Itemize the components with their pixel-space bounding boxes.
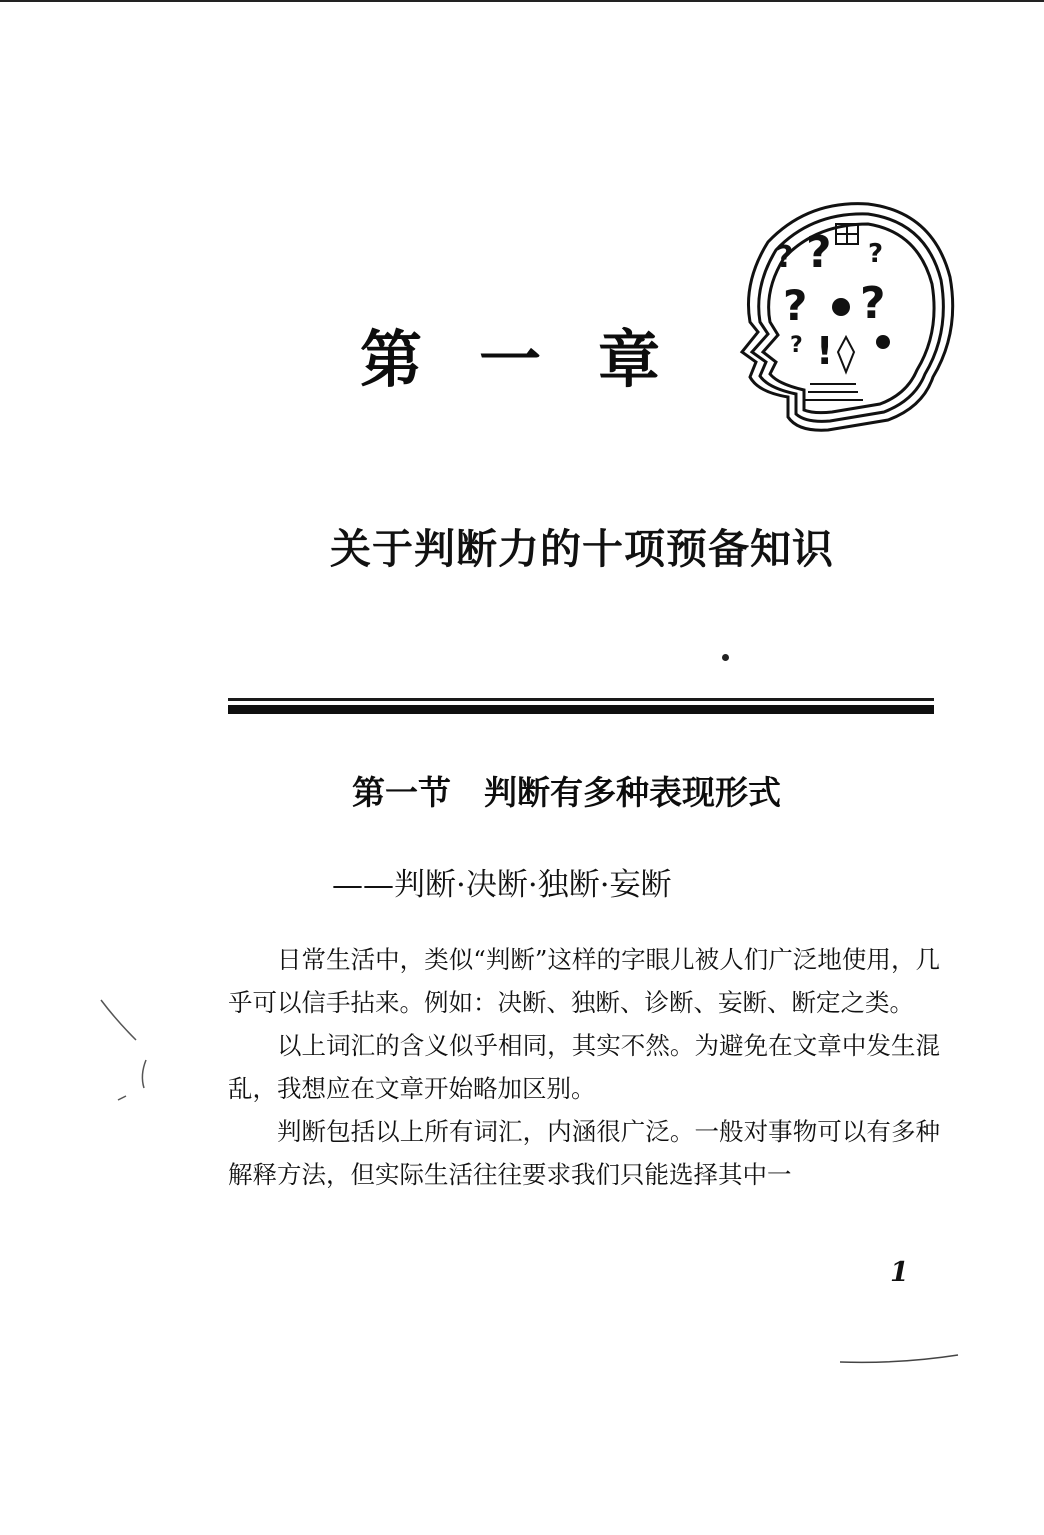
chapter-title-char: 第 bbox=[360, 323, 423, 396]
svg-text:?: ? bbox=[806, 227, 832, 278]
section-subtitle: ——判断·决断·独断·妄断 bbox=[332, 867, 672, 903]
paragraph: 日常生活中，类似“判断”这样的字眼儿被人们广泛地使用，几乎可以信手拈来。例如：决断、独断、诊断、妄断、断定之类。 bbox=[228, 945, 940, 1017]
chapter-subtitle: 关于判断力的十项预备知识 bbox=[330, 525, 834, 573]
page-number: 1 bbox=[890, 1257, 909, 1288]
chapter-title-char: 一 bbox=[478, 323, 541, 396]
top-border-line bbox=[0, 0, 1044, 2]
paragraph: 以上词汇的含义似乎相同，其实不然。为避免在文章中发生混乱，我想应在文章开始略加区别。 bbox=[228, 1031, 940, 1103]
paragraph: 判断包括以上所有词汇，内涵很广泛。一般对事物可以有多种解释方法，但实际生活往往要求我们只能选择其中一 bbox=[228, 1117, 940, 1189]
chapter-title bbox=[360, 325, 660, 395]
body-text bbox=[228, 938, 940, 1196]
svg-text:?: ? bbox=[868, 239, 884, 269]
svg-text:!: ! bbox=[816, 329, 834, 373]
svg-text:?: ? bbox=[790, 333, 803, 358]
svg-text:?: ? bbox=[783, 281, 808, 330]
head-with-question-marks-illustration bbox=[728, 192, 958, 452]
chapter-title-char: 章 bbox=[597, 323, 660, 396]
margin-scan-mark bbox=[96, 990, 156, 1110]
svg-text:?: ? bbox=[860, 278, 886, 329]
svg-text:?: ? bbox=[776, 240, 794, 275]
divider-thick-line bbox=[228, 705, 934, 714]
bottom-scan-mark bbox=[840, 1352, 960, 1366]
section-divider bbox=[228, 698, 934, 716]
print-dot bbox=[722, 654, 729, 661]
divider-thin-line bbox=[228, 698, 934, 701]
section-title: 第一节 判断有多种表现形式 bbox=[352, 773, 781, 812]
